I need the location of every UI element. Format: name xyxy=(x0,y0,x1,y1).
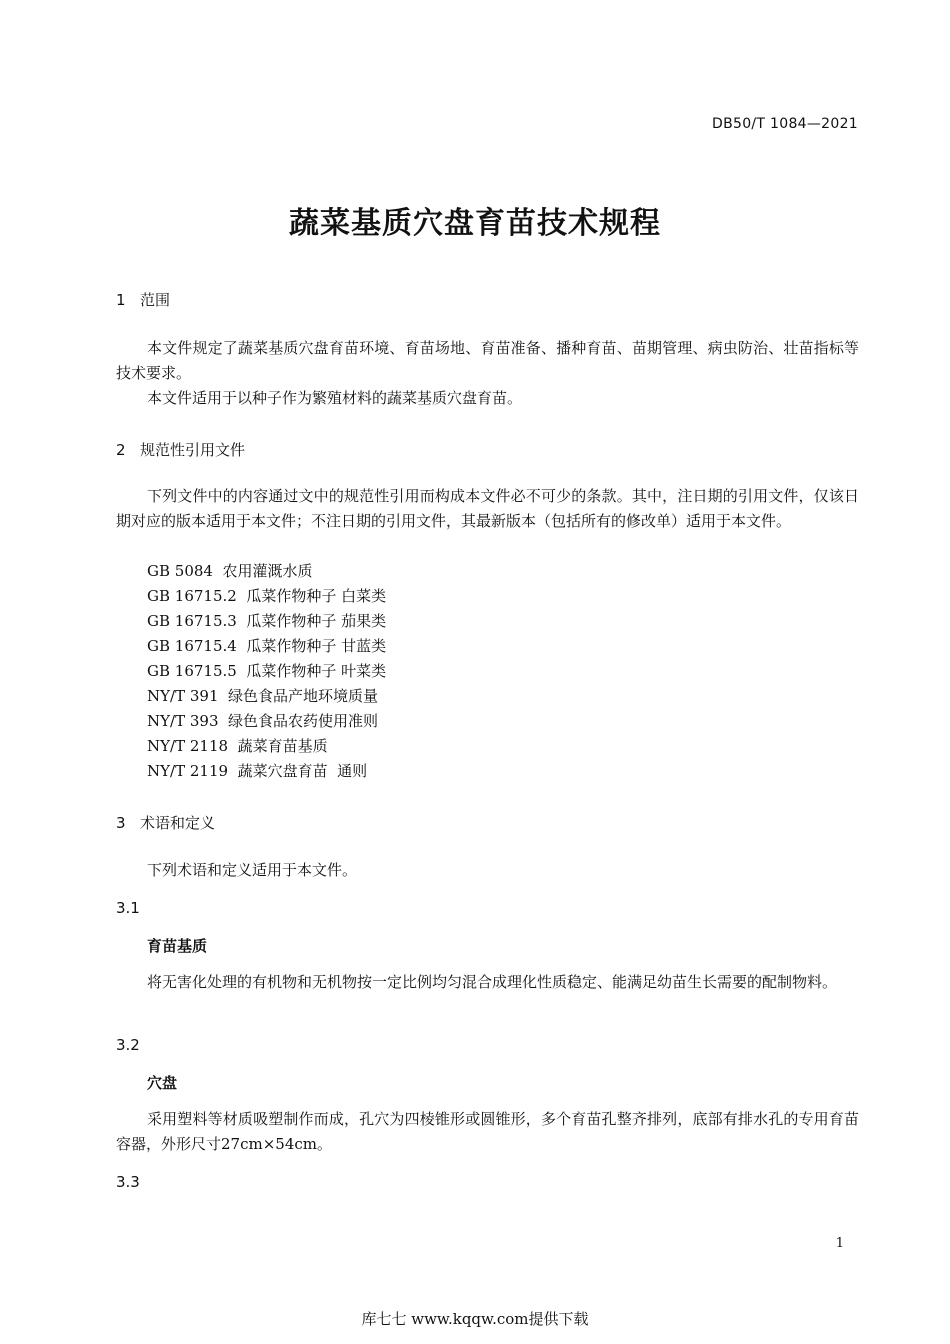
reference-item: NY/T 2118 蔬菜育苗基质 xyxy=(147,737,328,755)
term-number: 3.1 xyxy=(116,899,140,917)
terms-intro: 下列术语和定义适用于本文件。 xyxy=(147,861,358,879)
reference-item: NY/T 393 绿色食品农药使用准则 xyxy=(147,712,379,730)
section-2-heading xyxy=(116,439,245,460)
reference-item: GB 16715.2 瓜菜作物种子 白菜类 xyxy=(147,587,387,605)
term-definition: 采用塑料等材质吸塑制作而成，孔穴为四棱锥形或圆锥形，多个育苗孔整齐排列，底部有排水孔的专用育苗容器，外形尺寸27cm×54cm。 xyxy=(116,1110,859,1153)
term-number: 3.2 xyxy=(116,1036,140,1054)
section-3-heading xyxy=(116,812,215,833)
term-definition: 将无害化处理的有机物和无机物按一定比例均匀混合成理化性质稳定、能满足幼苗生长需要的配制物料。 xyxy=(147,973,838,991)
scope-paragraph-1: 本文件规定了蔬菜基质穴盘育苗环境、育苗场地、育苗准备、播种育苗、苗期管理、病虫防治、壮苗指标等技术要求。 xyxy=(116,339,859,382)
section-number: 1 xyxy=(116,291,126,309)
section-number: 3 xyxy=(116,814,126,832)
section-1-heading xyxy=(116,289,170,310)
reference-item: GB 5084 农用灌溉水质 xyxy=(147,562,313,580)
reference-item: GB 16715.3 瓜菜作物种子 茄果类 xyxy=(147,612,387,630)
document-title: 蔬菜基质穴盘育苗技术规程 xyxy=(289,206,661,241)
term-name: 育苗基质 xyxy=(147,937,208,955)
reference-item: NY/T 391 绿色食品产地环境质量 xyxy=(147,687,379,705)
page-number: 1 xyxy=(835,1236,844,1251)
section-title: 术语和定义 xyxy=(140,814,216,832)
download-watermark: 库七七 www.kqqw.com提供下载 xyxy=(361,1310,589,1328)
reference-item: NY/T 2119 蔬菜穴盘育苗 通则 xyxy=(147,762,368,780)
reference-item: GB 16715.5 瓜菜作物种子 叶菜类 xyxy=(147,662,387,680)
section-title: 范围 xyxy=(140,291,171,309)
section-title: 规范性引用文件 xyxy=(140,441,246,459)
normative-intro: 下列文件中的内容通过文中的规范性引用而构成本文件必不可少的条款。其中，注日期的引用文件，仅该日期对应的版本适用于本文件；不注日期的引用文件，其最新版本（包括所有的修改单）适用于本文件。 xyxy=(116,487,859,530)
section-number: 2 xyxy=(116,441,126,459)
document-code: DB50/T 1084—2021 xyxy=(712,116,858,132)
scope-paragraph-2: 本文件适用于以种子作为繁殖材料的蔬菜基质穴盘育苗。 xyxy=(147,389,523,407)
term-number: 3.3 xyxy=(116,1173,140,1191)
reference-item: GB 16715.4 瓜菜作物种子 甘蓝类 xyxy=(147,637,387,655)
term-name: 穴盘 xyxy=(147,1074,178,1092)
